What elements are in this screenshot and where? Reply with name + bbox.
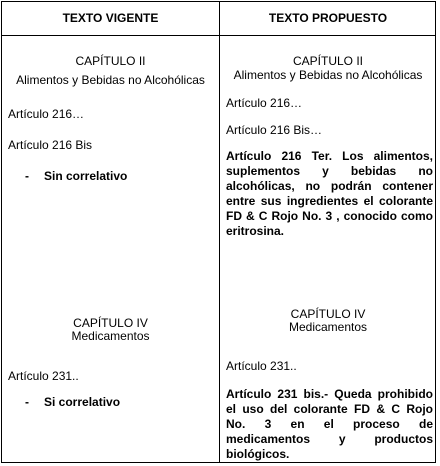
right-chapter4-subtitle: Medicamentos	[288, 320, 368, 334]
left-chapter4-subtitle: Medicamentos	[71, 329, 150, 343]
right-article-216-bis: Artículo 216 Bis…	[226, 123, 323, 137]
left-chapter4-title: CAPÍTULO IV	[73, 316, 148, 330]
right-article-216-ter: Artículo 216 Ter. Los alimentos, suplementos y bebidas no alcohólicas, no podrán contener entre sus ingredientes el colorante FD & C Rojo No. 3 , conocido como eritrosina.	[226, 149, 433, 238]
left-dash-2: -	[25, 395, 29, 409]
right-chapter2-subtitle: Alimentos y Bebidas no Alcohólicas	[233, 68, 423, 82]
right-article-216: Artículo 216…	[226, 96, 303, 110]
left-article-216-bis: Artículo 216 Bis	[8, 138, 93, 152]
right-article-231: Artículo 231..	[226, 359, 297, 373]
right-article-231-bis: Artículo 231 bis.- Queda prohibido el uso del colorante FD & C Rojo No. 3 en el proceso de medicamentos y productos biológicos.	[226, 387, 433, 461]
comparison-table	[1, 1, 436, 463]
left-chapter2-title: CAPÍTULO II	[75, 54, 146, 68]
left-sin-correlativo: Sin correlativo	[44, 169, 128, 183]
left-si-correlativo: Si correlativo	[44, 395, 121, 409]
right-chapter4-title: CAPÍTULO IV	[290, 307, 366, 321]
left-article-231: Artículo 231..	[8, 369, 79, 383]
header-texto-vigente: TEXTO VIGENTE	[62, 11, 159, 25]
right-chapter2-title: CAPÍTULO II	[292, 54, 363, 68]
left-chapter2-subtitle: Alimentos y Bebidas no Alcohólicas	[16, 73, 205, 87]
left-dash-1: -	[25, 169, 29, 183]
left-article-216: Artículo 216…	[8, 107, 85, 121]
header-texto-propuesto: TEXTO PROPUESTO	[268, 11, 388, 25]
header-divider	[2, 35, 435, 36]
